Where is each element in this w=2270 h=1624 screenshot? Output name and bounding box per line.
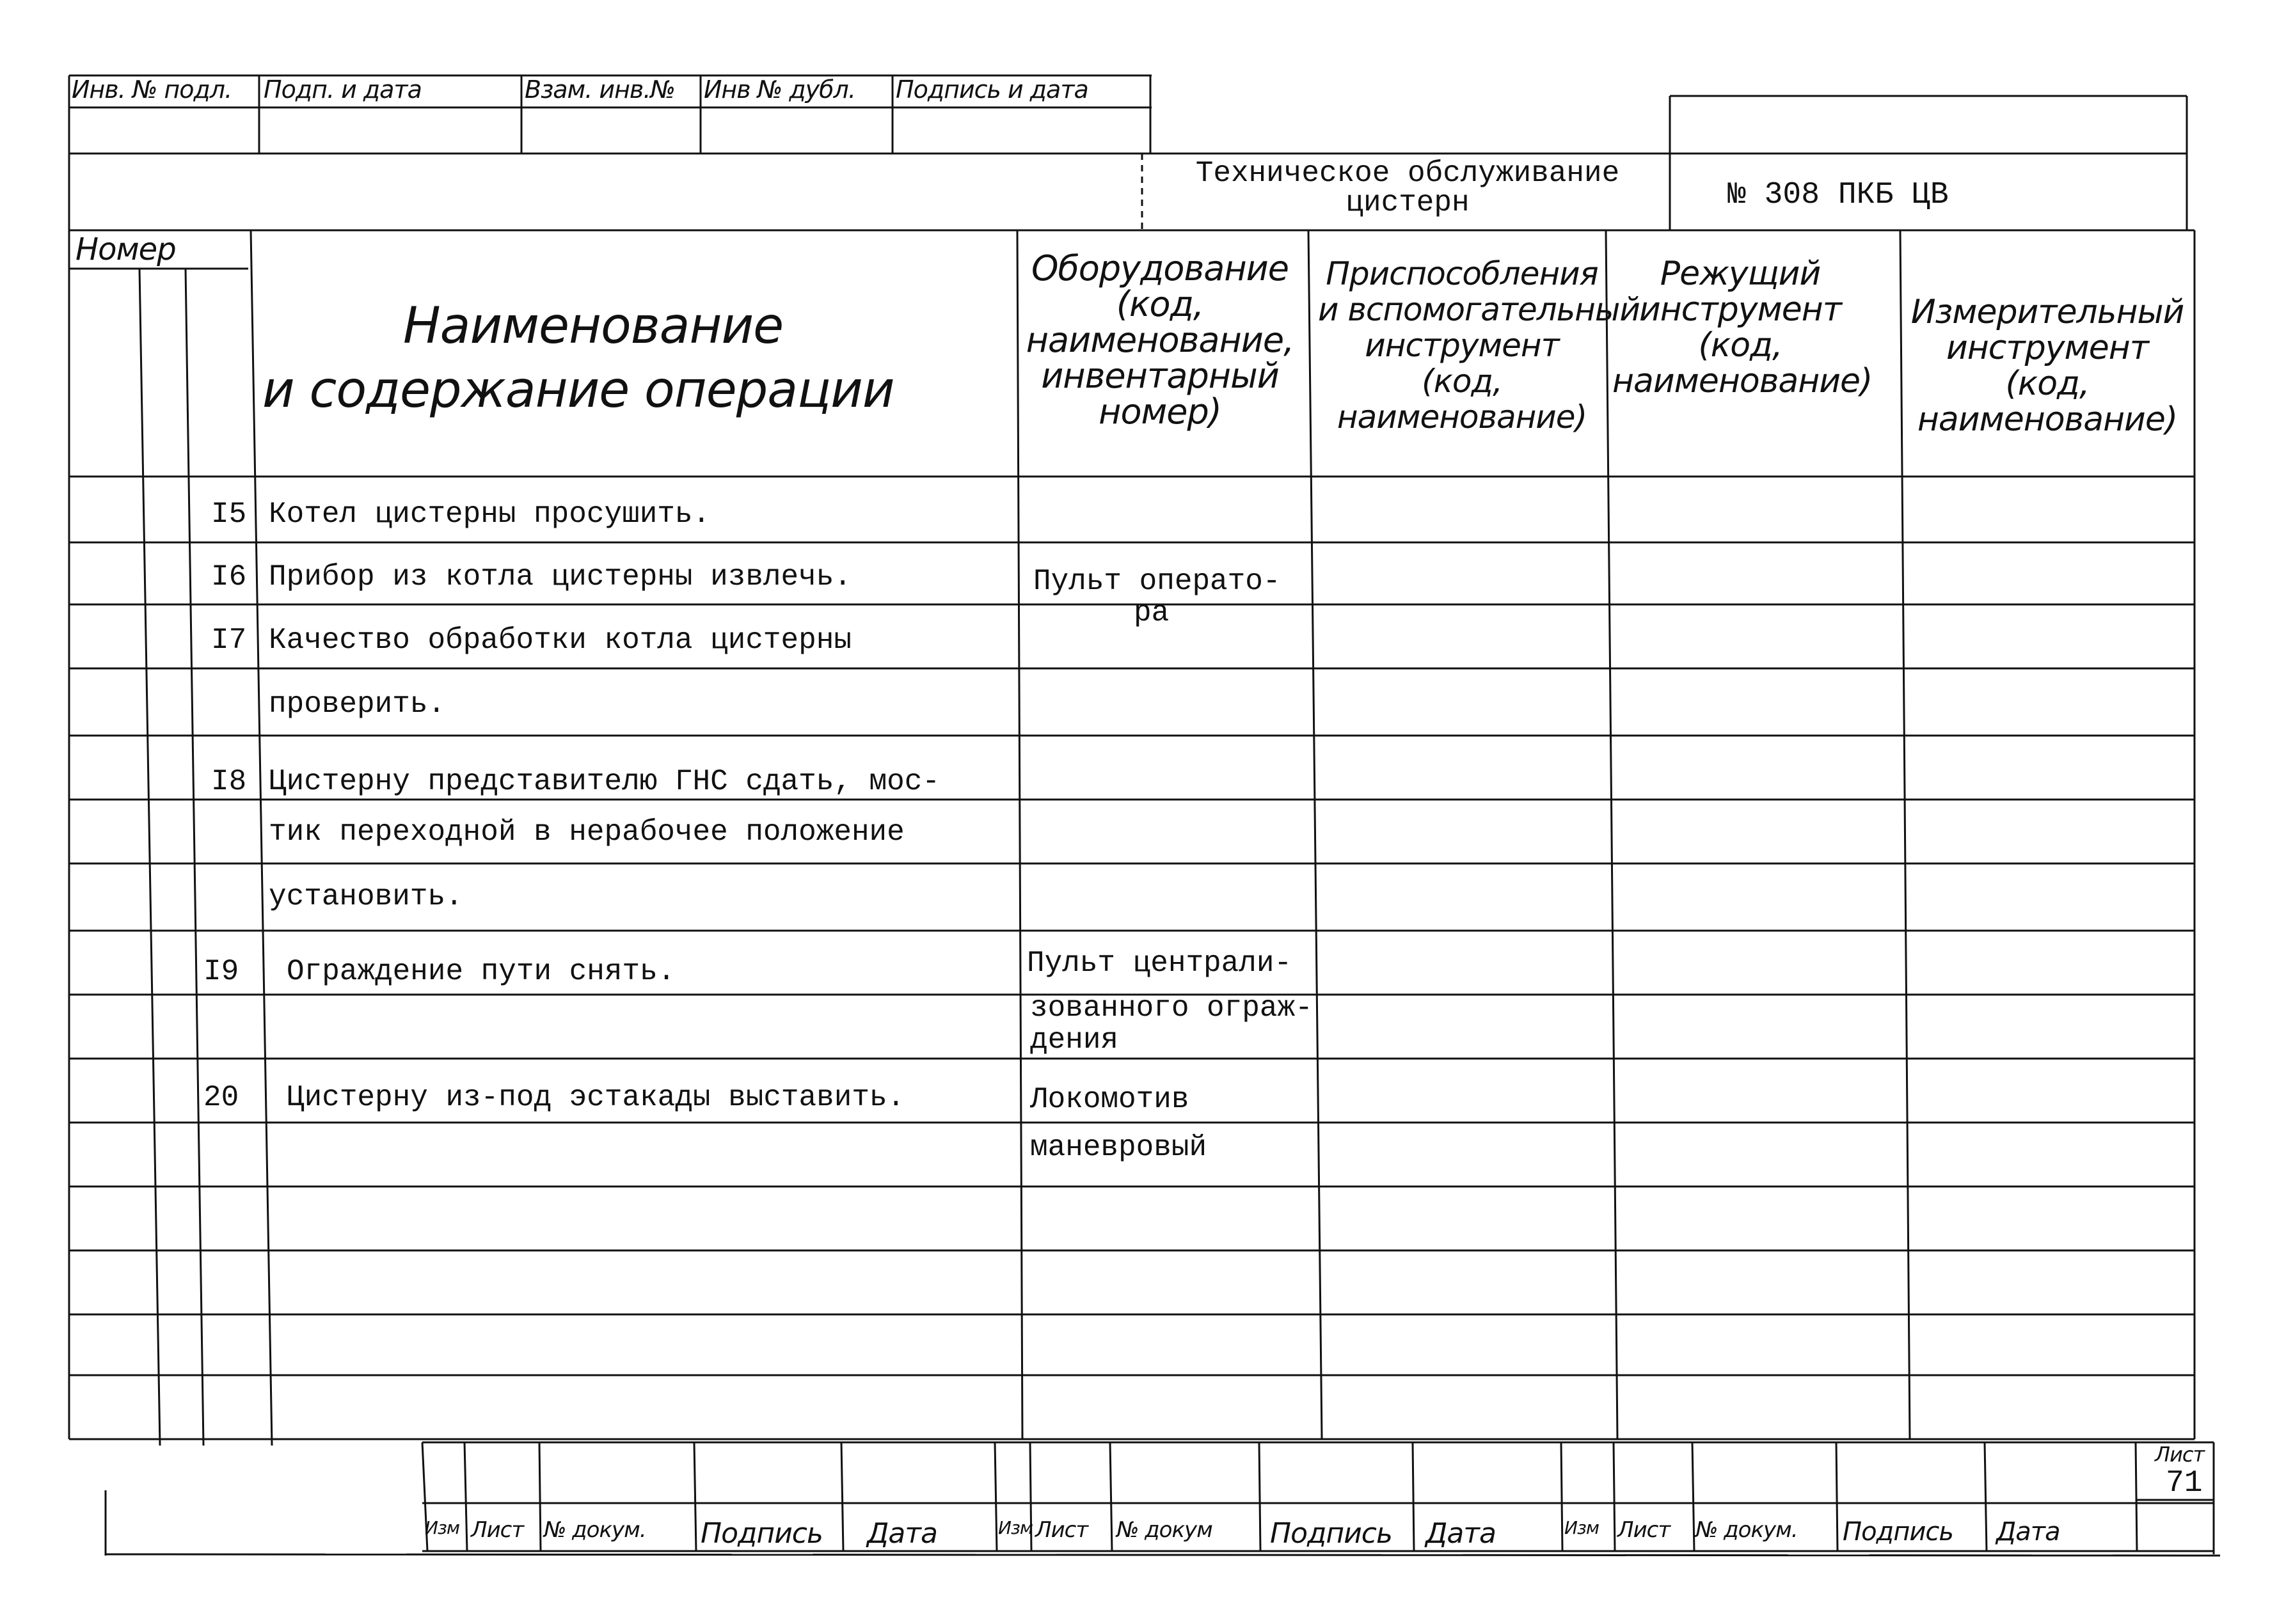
document-title xyxy=(1152,159,1663,217)
stamp-label-list: Лист xyxy=(1035,1517,1088,1543)
stamp-label-inv-podl: Инв. № подл. xyxy=(72,75,232,104)
stamp-label-date: Дата xyxy=(1425,1517,1496,1550)
header-measuring-line3: (код, xyxy=(2005,365,2090,403)
operation-text: проверить. xyxy=(269,688,446,721)
header-fixtures-column xyxy=(1318,255,1640,436)
stamp-label-signature: Подпись xyxy=(701,1517,823,1550)
header-equipment-line5: номер) xyxy=(1099,391,1221,432)
operation-text: Цистерну представителю ГНС сдать, мос- xyxy=(269,765,940,798)
row-number: I7 xyxy=(211,624,247,657)
row-number: I5 xyxy=(211,498,247,531)
row-number: I8 xyxy=(211,765,247,798)
stamp-label-doc-no: № докум. xyxy=(1695,1517,1798,1543)
header-cutting-line1: Режущий xyxy=(1660,255,1821,293)
equipment-text: Пульт централи- xyxy=(1027,947,1292,980)
header-fixtures-line5: наименование) xyxy=(1337,398,1587,436)
header-measuring-line4: наименование) xyxy=(1917,400,2178,439)
header-fixtures-line2: и вспомогательный xyxy=(1318,291,1640,328)
stamp-label-izm: Изм xyxy=(425,1517,459,1538)
stamp-label-signature: Подпись xyxy=(1270,1517,1392,1550)
equipment-text: ра xyxy=(1134,596,1170,629)
header-equipment-column xyxy=(1022,248,1298,432)
sheet-label: Лист xyxy=(2155,1442,2205,1467)
operation-text: тик переходной в нерабочее положение xyxy=(269,816,905,849)
header-number: Номер xyxy=(75,232,176,267)
stamp-label-izm: Изм xyxy=(1564,1517,1599,1538)
header-fixtures-line3: инструмент xyxy=(1365,327,1559,364)
operation-text: установить. xyxy=(269,880,463,913)
header-equipment-line3: наименование, xyxy=(1026,320,1294,360)
header-fixtures-line1: Приспособления xyxy=(1326,255,1598,292)
stamp-label-list: Лист xyxy=(1617,1517,1671,1543)
header-cutting-column xyxy=(1612,255,1873,400)
header-equipment-line4: инвентарный xyxy=(1041,356,1279,396)
row-number: 20 xyxy=(203,1081,239,1114)
stamp-label-signature: Подпись xyxy=(1843,1517,1953,1547)
stamp-label-date: Дата xyxy=(1996,1517,2060,1547)
header-name-column xyxy=(262,294,1011,422)
stamp-label-date: Дата xyxy=(867,1517,937,1550)
header-cutting-line2: инструмент xyxy=(1639,290,1841,329)
stamp-label-doc-no: № докум xyxy=(1116,1517,1212,1543)
header-equipment-line1: Оборудование xyxy=(1031,248,1289,288)
operation-text: Котел цистерны просушить. xyxy=(269,498,711,531)
header-measuring-line2: инструмент xyxy=(1946,329,2148,367)
operation-text: Цистерну из-под эстакады выставить. xyxy=(287,1081,905,1114)
header-measuring-column xyxy=(1907,294,2188,438)
operation-text: Качество обработки котла цистерны xyxy=(269,624,852,657)
stamp-label-vzam-inv: Взам. инв.№ xyxy=(525,75,675,104)
header-name-line1: Наименование xyxy=(403,297,784,355)
stamp-label-doc-no: № докум. xyxy=(544,1517,646,1543)
equipment-text: Локомотив xyxy=(1030,1083,1189,1116)
sheet-number: 71 xyxy=(2166,1466,2203,1501)
stamp-label-list: Лист xyxy=(471,1517,524,1543)
equipment-text: зованного ограж- xyxy=(1030,991,1313,1025)
row-number: I9 xyxy=(203,955,239,988)
header-measuring-line1: Измерительный xyxy=(1910,293,2184,331)
document-title-line1: Техническое обслуживание xyxy=(1195,157,1620,190)
operation-text: Прибор из котла цистерны извлечь. xyxy=(269,560,852,594)
stamp-label-podpis-data: Подпись и дата xyxy=(896,75,1088,104)
operation-text: Ограждение пути снять. xyxy=(287,955,676,988)
stamp-label-izm: Изм xyxy=(998,1517,1033,1538)
header-name-line2: и содержание операции xyxy=(262,361,894,419)
header-cutting-line4: наименование) xyxy=(1612,362,1873,400)
header-equipment-line2: (код, xyxy=(1116,284,1204,324)
stamp-label-inv-dubl: Инв № дубл. xyxy=(704,75,855,104)
stamp-label-podp-data: Подп. и дата xyxy=(264,75,422,104)
document-number: № 308 ПКБ ЦВ xyxy=(1727,178,1949,212)
header-cutting-line3: (код, xyxy=(1698,326,1782,365)
row-number: I6 xyxy=(211,560,247,594)
equipment-text: маневровый xyxy=(1030,1131,1207,1164)
header-fixtures-line4: (код, xyxy=(1422,363,1502,400)
equipment-text: Пульт операто- xyxy=(1033,565,1281,598)
equipment-text: дения xyxy=(1030,1023,1119,1057)
document-title-line2: цистерн xyxy=(1345,186,1470,219)
